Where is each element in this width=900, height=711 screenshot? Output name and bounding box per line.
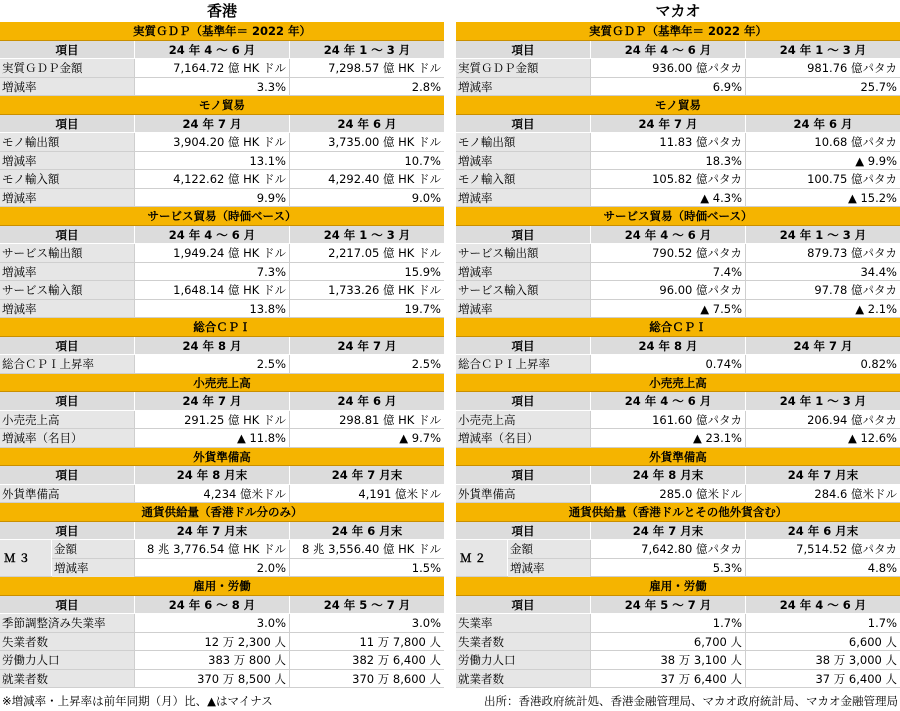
header-period-1: 24 年 8 月末 [590,466,745,484]
value-previous: ▲ 2.1% [745,300,900,318]
table-row [0,485,444,504]
table-row [456,152,900,171]
money-supply-block [0,540,444,577]
table-row [0,429,444,448]
header-row [0,226,444,245]
value-previous: 3.0% [289,614,444,632]
table-row [456,485,900,504]
value-current: 0.74% [590,355,745,373]
row-label: モノ輸入額 [456,170,590,188]
row-label: 失業率 [456,614,590,632]
row-label: 小売売上高 [0,411,134,429]
value-current: 3.3% [134,78,289,96]
header-period-2: 24 年 6 月 [745,115,900,133]
value-previous: 4,292.40 億 HK ドル [289,170,444,188]
value-previous: 2.8% [289,78,444,96]
value-previous: 370 万 8,600 人 [289,670,444,688]
table-row [508,559,900,578]
value-previous: 4.8% [745,559,900,578]
table-row [456,59,900,78]
value-previous: 7,514.52 億パタカ [745,540,900,558]
section-cpi: 総合ＣＰＩ [0,318,444,337]
table-row [456,281,900,300]
header-item: 項目 [511,523,535,538]
header-period-1: 24 年 6 ～ 8 月 [134,596,289,614]
table-row [0,170,444,189]
section-retail: 小売売上高 [456,374,900,393]
table-row [456,263,900,282]
value-current: 5.3% [590,559,745,578]
value-previous: 4,191 億米ドル [289,485,444,503]
header-row [456,596,900,615]
value-previous: 0.82% [745,355,900,373]
value-previous: 10.7% [289,152,444,170]
row-label: サービス輸出額 [0,244,134,262]
row-label: 増減率（名目） [456,429,590,447]
row-label: 総合ＣＰＩ上昇率 [0,355,134,373]
header-period-1: 24 年 8 月 [590,337,745,355]
header-period-1: 24 年 4 ～ 6 月 [134,226,289,244]
money-supply-block [456,540,900,577]
table-row [52,559,444,578]
value-current: 3.0% [134,614,289,632]
row-label: 増減率 [0,300,134,318]
table-row [52,540,444,559]
value-current: 2.5% [134,355,289,373]
row-label: 増減率 [52,559,134,578]
table-row [0,670,444,689]
table-row [0,78,444,97]
value-current: 37 万 6,400 人 [590,670,745,688]
value-current: 38 万 3,100 人 [590,651,745,669]
section-cpi: 総合ＣＰＩ [456,318,900,337]
header-row [456,41,900,60]
value-previous: 8 兆 3,556.40 億 HK ドル [289,540,444,558]
row-label: 失業者数 [456,633,590,651]
row-label: 増減率 [456,300,590,318]
header-period-2: 24 年 4 ～ 6 月 [745,596,900,614]
row-label: 増減率 [456,152,590,170]
value-current: 1.7% [590,614,745,632]
value-current: ▲ 23.1% [590,429,745,447]
row-label: 増減率（名目） [0,429,134,447]
row-label: 失業者数 [0,633,134,651]
header-row [456,466,900,485]
table-row [0,152,444,171]
value-current: 96.00 億パタカ [590,281,745,299]
value-current: 285.0 億米ドル [590,485,745,503]
section-services: サービス貿易（時価ベース） [456,207,900,226]
header-period-2: 24 年 7 月末 [745,466,900,484]
value-previous: ▲ 15.2% [745,189,900,207]
value-current: 370 万 8,500 人 [134,670,289,688]
row-label: 増減率 [0,78,134,96]
header-period-2: 24 年 6 月 [289,115,444,133]
money-aggregate-label: Ｍ３ [0,540,52,576]
header-period-1: 24 年 7 月末 [590,522,745,540]
section-reserves: 外貨準備高 [456,448,900,467]
table-row [456,244,900,263]
section-gdp: 実質ＧＤＰ（基準年＝ 2022 年） [456,22,900,41]
value-previous: ▲ 9.9% [745,152,900,170]
header-item: 項目 [511,468,535,482]
row-label: 増減率 [508,559,590,578]
header-period-1: 24 年 7 月 [134,392,289,410]
header-period-1: 24 年 4 ～ 6 月 [134,41,289,59]
row-label: 季節調整済み失業率 [0,614,134,632]
table-row [0,281,444,300]
value-current: 9.9% [134,189,289,207]
header-period-2: 24 年 1 ～ 3 月 [745,392,900,410]
section-money-supply: 通貨供給量（香港ドルとその他外貨含む） [456,503,900,522]
table-row [0,133,444,152]
header-item: 項目 [511,597,535,612]
value-previous: 382 万 6,400 人 [289,651,444,669]
value-previous: 10.68 億パタカ [745,133,900,151]
table-row [0,244,444,263]
header-period-2: 24 年 1 ～ 3 月 [745,226,900,244]
value-previous: 981.76 億パタカ [745,59,900,77]
header-item: 項目 [511,116,535,131]
header-item: 項目 [55,42,79,57]
header-item: 項目 [511,42,535,57]
header-row [456,226,900,245]
value-previous: 2.5% [289,355,444,373]
table-row [456,78,900,97]
header-period-2: 24 年 6 月末 [745,522,900,540]
region-title: 香港 [206,2,237,20]
header-item: 項目 [55,523,79,538]
row-label: 総合ＣＰＩ上昇率 [456,355,590,373]
value-current: 7.4% [590,263,745,281]
header-item: 項目 [55,338,79,353]
row-label: 就業者数 [456,670,590,688]
value-previous: 879.73 億パタカ [745,244,900,262]
footnote: ※増減率・上昇率は前年同期（月）比、▲はマイナス [2,694,273,708]
header-period-1: 24 年 7 月 [590,115,745,133]
value-current: 12 万 2,300 人 [134,633,289,651]
row-label: 増減率 [456,263,590,281]
row-label: 労働力人口 [456,651,590,669]
table-row [0,355,444,374]
value-previous: 1,733.26 億 HK ドル [289,281,444,299]
money-aggregate-label: Ｍ２ [456,540,508,576]
value-current: 1,648.14 億 HK ドル [134,281,289,299]
value-current: 6.9% [590,78,745,96]
table-row [456,651,900,670]
table-row [0,411,444,430]
header-period-1: 24 年 8 月末 [134,466,289,484]
header-row [0,337,444,356]
value-previous: 1.5% [289,559,444,578]
value-current: 936.00 億パタカ [590,59,745,77]
table-row [456,355,900,374]
money-subrows [52,540,444,576]
table-row [456,670,900,689]
table-row [0,189,444,208]
header-row [0,522,444,541]
value-previous: 3,735.00 億 HK ドル [289,133,444,151]
row-label: 外貨準備高 [0,485,134,503]
header-period-1: 24 年 7 月 [134,115,289,133]
value-current: 105.82 億パタカ [590,170,745,188]
header-period-1: 24 年 5 ～ 7 月 [590,596,745,614]
header-period-1: 24 年 8 月 [134,337,289,355]
table-row [0,59,444,78]
value-current: 161.60 億パタカ [590,411,745,429]
value-previous: 11 万 7,800 人 [289,633,444,651]
row-label: 外貨準備高 [456,485,590,503]
value-previous: ▲ 12.6% [745,429,900,447]
value-previous: 9.0% [289,189,444,207]
header-row [456,522,900,541]
value-previous: 19.7% [289,300,444,318]
header-row [0,596,444,615]
value-previous: 97.78 億パタカ [745,281,900,299]
value-previous: 6,600 人 [745,633,900,651]
table-row [456,633,900,652]
header-row [456,392,900,411]
header-period-1: 24 年 7 月末 [134,522,289,540]
table-row [0,614,444,633]
value-current: 13.1% [134,152,289,170]
value-previous: ▲ 9.7% [289,429,444,447]
section-labor: 雇用・労働 [0,577,444,596]
value-current: ▲ 7.5% [590,300,745,318]
money-subrows [508,540,900,576]
header-row [0,392,444,411]
value-previous: 38 万 3,000 人 [745,651,900,669]
header-period-2: 24 年 7 月 [745,337,900,355]
section-gdp: 実質ＧＤＰ（基準年＝ 2022 年） [0,22,444,41]
row-label: 就業者数 [0,670,134,688]
header-period-2: 24 年 5 ～ 7 月 [289,596,444,614]
header-item: 項目 [511,338,535,353]
section-reserves: 外貨準備高 [0,448,444,467]
header-period-2: 24 年 1 ～ 3 月 [745,41,900,59]
table-row [456,411,900,430]
value-previous: 2,217.05 億 HK ドル [289,244,444,262]
header-item: 項目 [55,468,79,482]
value-previous: 298.81 億 HK ドル [289,411,444,429]
row-label: サービス輸出額 [456,244,590,262]
header-period-2: 24 年 6 月末 [289,522,444,540]
section-retail: 小売売上高 [0,374,444,393]
value-current: 383 万 800 人 [134,651,289,669]
value-current: 18.3% [590,152,745,170]
value-current: 291.25 億 HK ドル [134,411,289,429]
value-current: 13.8% [134,300,289,318]
row-label: 増減率 [0,152,134,170]
value-previous: 15.9% [289,263,444,281]
header-item: 項目 [511,394,535,408]
row-label: サービス輸入額 [0,281,134,299]
row-label: モノ輸出額 [0,133,134,151]
row-label: 実質ＧＤＰ金額 [456,59,590,77]
row-label: 増減率 [0,189,134,207]
header-row [456,115,900,134]
value-previous: 1.7% [745,614,900,632]
value-current: 790.52 億パタカ [590,244,745,262]
header-period-1: 24 年 4 ～ 6 月 [590,226,745,244]
value-current: ▲ 11.8% [134,429,289,447]
header-item: 項目 [55,597,79,612]
header-row [0,41,444,60]
value-current: ▲ 4.3% [590,189,745,207]
header-row [0,466,444,485]
section-money-supply: 通貨供給量（香港ドル分のみ） [0,503,444,522]
table-row [508,540,900,559]
table-row [0,300,444,319]
value-current: 4,234 億米ドル [134,485,289,503]
value-current: 4,122.62 億 HK ドル [134,170,289,188]
table-row [456,133,900,152]
value-current: 7.3% [134,263,289,281]
value-previous: 100.75 億パタカ [745,170,900,188]
header-period-1: 24 年 4 ～ 6 月 [590,41,745,59]
value-previous: 206.94 億パタカ [745,411,900,429]
row-label: サービス輸入額 [456,281,590,299]
row-label: モノ輸入額 [0,170,134,188]
section-trade: モノ貿易 [0,96,444,115]
table-row [456,614,900,633]
value-current: 2.0% [134,559,289,578]
header-item: 項目 [55,116,79,131]
value-current: 6,700 人 [590,633,745,651]
value-current: 7,642.80 億パタカ [590,540,745,558]
table-row [0,633,444,652]
value-current: 3,904.20 億 HK ドル [134,133,289,151]
section-trade: モノ貿易 [456,96,900,115]
header-period-2: 24 年 1 ～ 3 月 [289,41,444,59]
value-previous: 25.7% [745,78,900,96]
section-labor: 雇用・労働 [456,577,900,596]
row-label: 労働力人口 [0,651,134,669]
header-period-2: 24 年 6 月 [289,392,444,410]
row-label: 金額 [52,540,134,558]
header-row [456,337,900,356]
header-period-2: 24 年 7 月 [289,337,444,355]
source-note: 出所：香港政府統計処、香港金融管理局、マカオ政府統計局、マカオ金融管理局 [484,694,898,708]
header-period-2: 24 年 7 月末 [289,466,444,484]
row-label: モノ輸出額 [456,133,590,151]
macau-panel [456,0,900,688]
row-label: 増減率 [456,78,590,96]
value-current: 8 兆 3,776.54 億 HK ドル [134,540,289,558]
row-label: 金額 [508,540,590,558]
value-previous: 7,298.57 億 HK ドル [289,59,444,77]
region-title: マカオ [655,2,701,20]
value-previous: 37 万 6,400 人 [745,670,900,688]
header-period-1: 24 年 4 ～ 6 月 [590,392,745,410]
row-label: 実質ＧＤＰ金額 [0,59,134,77]
value-current: 7,164.72 億 HK ドル [134,59,289,77]
header-item: 項目 [511,227,535,242]
header-row [0,115,444,134]
value-current: 11.83 億パタカ [590,133,745,151]
table-row [456,429,900,448]
table-row [456,170,900,189]
hong-kong-panel [0,0,444,688]
table-row [456,300,900,319]
value-previous: 284.6 億米ドル [745,485,900,503]
table-row [456,189,900,208]
section-services: サービス貿易（時価ベース） [0,207,444,226]
table-row [0,651,444,670]
value-previous: 34.4% [745,263,900,281]
row-label: 増減率 [456,189,590,207]
row-label: 増減率 [0,263,134,281]
header-item: 項目 [55,227,79,242]
value-current: 1,949.24 億 HK ドル [134,244,289,262]
table-row [0,263,444,282]
header-item: 項目 [55,394,79,408]
row-label: 小売売上高 [456,411,590,429]
header-period-2: 24 年 1 ～ 3 月 [289,226,444,244]
